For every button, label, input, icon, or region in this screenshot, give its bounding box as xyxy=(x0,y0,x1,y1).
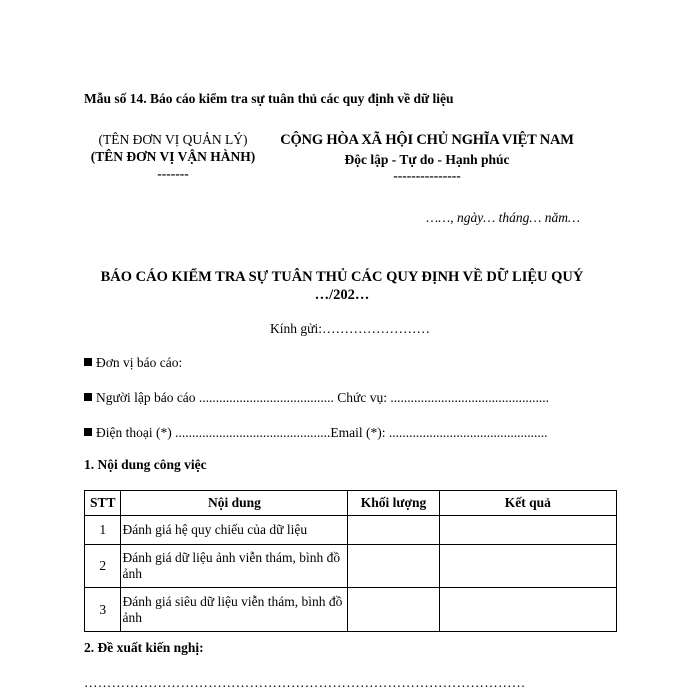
cell-volume xyxy=(348,516,439,545)
recipient-line: Kính gửi:…………………… xyxy=(270,321,430,336)
header-stt: STT xyxy=(85,491,121,516)
section-proposals: 2. Đề xuất kiến nghị: xyxy=(84,640,204,655)
national-motto: Độc lập - Tự do - Hạnh phúc xyxy=(344,152,510,167)
cell-content: Đánh giá siêu dữ liệu viễn thám, bình đồ ảnh xyxy=(121,588,348,632)
preparer-label: Người lập báo cáo ........................................ Chức vụ: ............................................... xyxy=(96,390,549,405)
work-table xyxy=(84,490,617,632)
operating-unit-name: (TÊN ĐƠN VỊ VẬN HÀNH) xyxy=(90,149,256,164)
national-header xyxy=(262,131,592,183)
report-title: BÁO CÁO KIỂM TRA SỰ TUÂN THỦ CÁC QUY ĐỊNH VỀ DỮ LIỆU QUÝ …/202… xyxy=(100,269,584,303)
reporting-unit-label: Đơn vị báo cáo: xyxy=(96,355,183,370)
cell-stt: 3 xyxy=(85,588,121,632)
managing-unit-name: (TÊN ĐƠN VỊ QUẢN LÝ) xyxy=(98,132,248,147)
form-title: Mẫu số 14. Báo cáo kiểm tra sự tuân thủ các quy định về dữ liệu xyxy=(84,91,454,106)
right-header-rule: --------------- xyxy=(393,168,461,183)
cell-volume xyxy=(348,588,439,632)
proposal-fill-line: …………………………………………………………………………………… xyxy=(84,675,526,690)
cell-result xyxy=(439,588,616,632)
cell-volume xyxy=(348,545,439,588)
bullet-icon xyxy=(84,358,92,366)
header-content: Nội dung xyxy=(121,491,348,516)
cell-stt: 1 xyxy=(85,516,121,545)
bullet-icon xyxy=(84,428,92,436)
bullet-icon xyxy=(84,393,92,401)
preparer-field xyxy=(84,390,549,406)
section-work-content: 1. Nội dung công việc xyxy=(84,457,207,472)
left-header-rule: ------- xyxy=(157,166,189,181)
cell-content: Đánh giá hệ quy chiếu của dữ liệu xyxy=(121,516,348,545)
table-row xyxy=(85,516,617,545)
cell-result xyxy=(439,516,616,545)
date-line: ……, ngày… tháng… năm… xyxy=(426,210,580,225)
cell-content: Đánh giá dữ liệu ảnh viễn thám, bình đồ ảnh xyxy=(121,545,348,588)
contact-field xyxy=(84,425,547,441)
contact-label: Điện thoại (*) ..............................................Email (*): ............................................... xyxy=(96,425,548,440)
reporting-unit-field xyxy=(84,355,182,371)
header-volume: Khối lượng xyxy=(348,491,439,516)
table-row xyxy=(85,545,617,588)
managing-unit-header xyxy=(88,131,258,182)
cell-stt: 2 xyxy=(85,545,121,588)
nation-name: CỘNG HÒA XÃ HỘI CHỦ NGHĨA VIỆT NAM xyxy=(280,132,574,148)
cell-result xyxy=(439,545,616,588)
table-header-row xyxy=(85,491,617,516)
header-result: Kết quả xyxy=(439,491,616,516)
table-row xyxy=(85,588,617,632)
